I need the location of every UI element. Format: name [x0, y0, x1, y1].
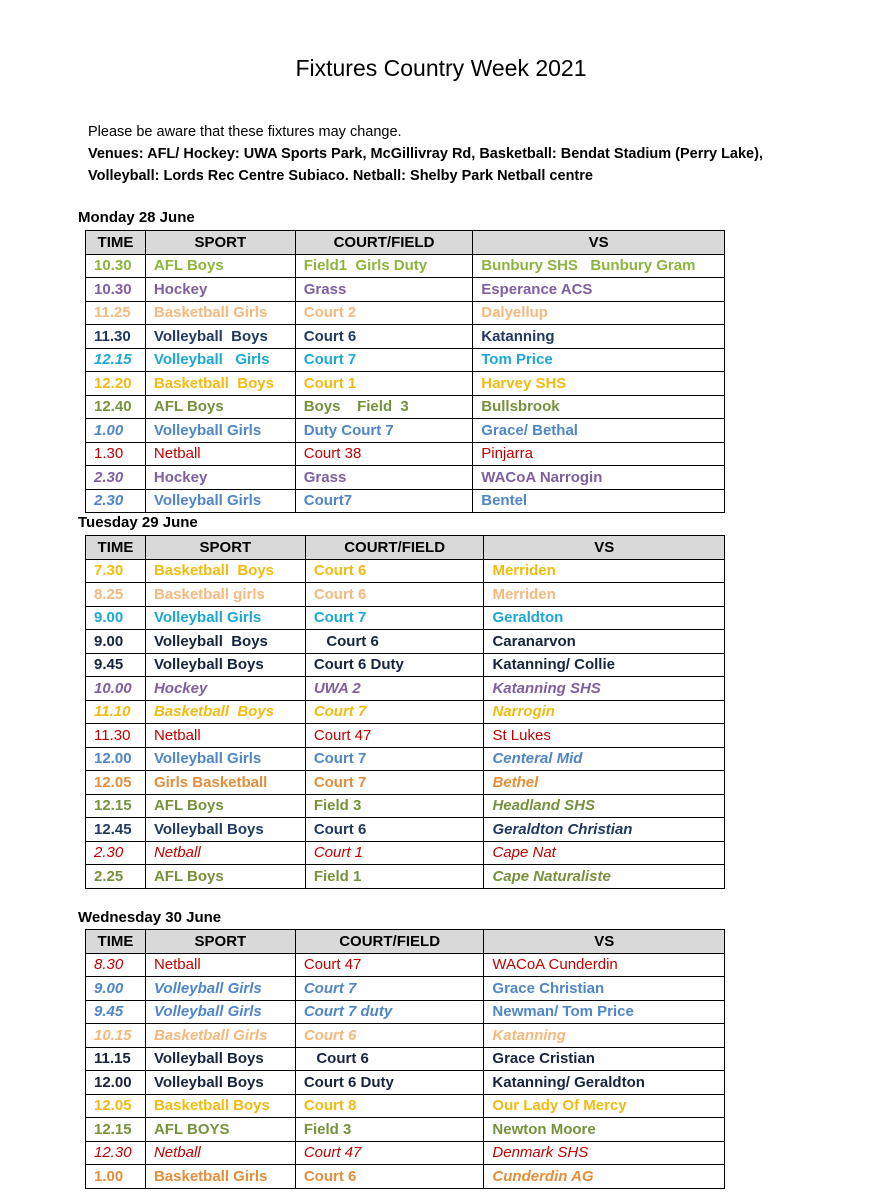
fixture-time: 9.45: [86, 653, 146, 677]
fixture-opponent: Dalyellup: [473, 301, 725, 325]
fixture-row: [86, 818, 725, 842]
header-row: [86, 231, 725, 255]
fixture-row: [86, 771, 725, 795]
fixture-row: [86, 841, 725, 865]
fixture-row: [86, 1118, 725, 1142]
fixture-sport: Basketball Boys: [145, 1094, 295, 1118]
fixture-opponent: Tom Price: [473, 348, 725, 372]
header-row: [86, 930, 725, 954]
fixture-time: 10.15: [86, 1024, 146, 1048]
fixture-row: [86, 1141, 725, 1165]
fixture-row: [86, 559, 725, 583]
fixture-time: 12.15: [86, 348, 146, 372]
venues-text-2: Volleyball: Lords Rec Centre Subiaco. Netball: Shelby Park Netball centre: [88, 168, 593, 184]
fixture-court: Court 1: [295, 372, 473, 396]
fixture-sport: Netball: [145, 841, 305, 865]
fixture-row: [86, 1094, 725, 1118]
fixture-court: Court 6: [295, 1165, 484, 1189]
fixture-court: Court 6: [295, 325, 473, 349]
fixture-opponent: Katanning/ Collie: [484, 653, 725, 677]
fixture-time: 2.30: [86, 841, 146, 865]
fixture-court: Grass: [295, 278, 473, 302]
fixture-opponent: St Lukes: [484, 724, 725, 748]
fixture-sport: Basketball Boys: [145, 372, 295, 396]
fixture-sport: Basketball Girls: [145, 1165, 295, 1189]
fixture-row: [86, 977, 725, 1001]
fixture-row: [86, 747, 725, 771]
fixture-time: 9.00: [86, 977, 146, 1001]
fixture-court: Court 6 Duty: [305, 653, 484, 677]
fixture-row: [86, 630, 725, 654]
fixture-opponent: Bullsbrook: [473, 395, 725, 419]
fixture-time: 11.15: [86, 1047, 146, 1071]
fixture-sport: Netball: [145, 953, 295, 977]
header-row: [86, 536, 725, 560]
fixture-row: [86, 254, 725, 278]
fixture-court: Court 7: [305, 771, 484, 795]
fixture-row: [86, 1071, 725, 1095]
fixture-sport: Basketball Boys: [145, 700, 305, 724]
fixture-court: Field 3: [305, 794, 484, 818]
fixture-sport: Volleyball Boys: [145, 653, 305, 677]
fixture-row: [86, 1047, 725, 1071]
fixture-time: 10.00: [86, 677, 146, 701]
fixture-time: 12.45: [86, 818, 146, 842]
fixture-opponent: Katanning/ Geraldton: [484, 1071, 725, 1095]
fixture-time: 2.30: [86, 489, 146, 513]
fixture-opponent: Esperance ACS: [473, 278, 725, 302]
fixture-opponent: Geraldton Christian: [484, 818, 725, 842]
fixtures-table-monday: [85, 230, 725, 513]
fixture-opponent: Caranarvon: [484, 630, 725, 654]
fixture-court: Court 47: [305, 724, 484, 748]
fixture-sport: Netball: [145, 724, 305, 748]
fixture-opponent: Centeral Mid: [484, 747, 725, 771]
fixture-sport: Volleyball Boys: [145, 630, 305, 654]
fixture-sport: Volleyball Girls: [145, 1000, 295, 1024]
fixture-time: 2.25: [86, 865, 146, 889]
fixture-time: 8.25: [86, 583, 146, 607]
fixture-time: 1.00: [86, 419, 146, 443]
fixture-row: [86, 724, 725, 748]
fixture-time: 12.05: [86, 1094, 146, 1118]
header-time: TIME: [86, 930, 146, 954]
fixture-court: Court 47: [295, 953, 484, 977]
fixture-row: [86, 348, 725, 372]
fixture-court: Field1 Girls Duty: [295, 254, 473, 278]
fixture-row: [86, 489, 725, 513]
fixture-court: Field 1: [305, 865, 484, 889]
fixture-sport: Volleyball Girls: [145, 606, 305, 630]
fixtures-table-tuesday: [85, 535, 725, 889]
fixture-row: [86, 677, 725, 701]
fixture-opponent: Katanning: [484, 1024, 725, 1048]
fixture-time: 12.30: [86, 1141, 146, 1165]
fixture-time: 2.30: [86, 466, 146, 490]
fixtures-table-wednesday: [85, 929, 725, 1189]
header-vs: VS: [473, 231, 725, 255]
fixture-row: [86, 953, 725, 977]
fixture-opponent: Bunbury SHS Bunbury Gram: [473, 254, 725, 278]
fixture-opponent: Newman/ Tom Price: [484, 1000, 725, 1024]
fixture-sport: Volleyball Girls: [145, 747, 305, 771]
header-sport: SPORT: [145, 536, 305, 560]
header-time: TIME: [86, 231, 146, 255]
fixture-court: Court7: [295, 489, 473, 513]
fixture-time: 12.15: [86, 794, 146, 818]
fixture-row: [86, 653, 725, 677]
fixture-time: 12.15: [86, 1118, 146, 1142]
fixture-time: 7.30: [86, 559, 146, 583]
fixture-row: [86, 1024, 725, 1048]
fixture-time: 10.30: [86, 278, 146, 302]
fixture-opponent: Bethel: [484, 771, 725, 795]
fixture-row: [86, 419, 725, 443]
fixture-sport: Girls Basketball: [145, 771, 305, 795]
venues-text: AFL/ Hockey: UWA Sports Park, McGillivray Rd, Basketball: Bendat Stadium (Perry Lake),: [143, 146, 763, 162]
header-court: COURT/FIELD: [295, 930, 484, 954]
fixture-sport: AFL BOYS: [145, 1118, 295, 1142]
fixture-court: Court 7: [305, 700, 484, 724]
fixture-sport: Volleyball Girls: [145, 348, 295, 372]
fixture-sport: AFL Boys: [145, 395, 295, 419]
fixture-opponent: Bentel: [473, 489, 725, 513]
fixture-opponent: Grace Christian: [484, 977, 725, 1001]
header-sport: SPORT: [145, 231, 295, 255]
fixture-row: [86, 442, 725, 466]
fixture-sport: Basketball Girls: [145, 301, 295, 325]
fixture-opponent: Katanning SHS: [484, 677, 725, 701]
fixture-court: Court 8: [295, 1094, 484, 1118]
fixture-opponent: Cape Nat: [484, 841, 725, 865]
fixture-court: Court 6: [305, 818, 484, 842]
day-heading-tuesday: Tuesday 29 June: [78, 514, 198, 531]
fixture-opponent: WACoA Narrogin: [473, 466, 725, 490]
page-title: Fixtures Country Week 2021: [295, 55, 587, 81]
fixture-court: Court 6: [305, 630, 484, 654]
fixture-opponent: Geraldton: [484, 606, 725, 630]
fixture-row: [86, 1000, 725, 1024]
fixture-opponent: Headland SHS: [484, 794, 725, 818]
fixture-time: 11.30: [86, 724, 146, 748]
fixture-time: 1.00: [86, 1165, 146, 1189]
fixture-sport: Netball: [145, 442, 295, 466]
fixture-sport: AFL Boys: [145, 254, 295, 278]
fixture-sport: Netball: [145, 1141, 295, 1165]
fixture-time: 12.00: [86, 1071, 146, 1095]
fixture-opponent: WACoA Cunderdin: [484, 953, 725, 977]
fixture-opponent: Cunderdin AG: [484, 1165, 725, 1189]
fixture-time: 11.25: [86, 301, 146, 325]
fixture-court: Court 6 Duty: [295, 1071, 484, 1095]
fixture-opponent: Merriden: [484, 559, 725, 583]
fixture-time: 12.00: [86, 747, 146, 771]
fixture-time: 9.00: [86, 606, 146, 630]
fixture-court: Court 6: [295, 1047, 484, 1071]
fixture-court: Duty Court 7: [295, 419, 473, 443]
fixture-row: [86, 325, 725, 349]
fixture-row: [86, 865, 725, 889]
header-vs: VS: [484, 536, 725, 560]
fixture-time: 1.30: [86, 442, 146, 466]
fixture-sport: Volleyball Boys: [145, 325, 295, 349]
fixture-sport: Basketball Girls: [145, 1024, 295, 1048]
fixture-sport: AFL Boys: [145, 865, 305, 889]
fixture-opponent: Pinjarra: [473, 442, 725, 466]
fixture-court: Court 7: [295, 977, 484, 1001]
fixture-sport: Volleyball Boys: [145, 1047, 295, 1071]
fixture-row: [86, 700, 725, 724]
header-court: COURT/FIELD: [305, 536, 484, 560]
fixture-court: Boys Field 3: [295, 395, 473, 419]
fixture-sport: Volleyball Boys: [145, 818, 305, 842]
fixture-row: [86, 1165, 725, 1189]
header-vs: VS: [484, 930, 725, 954]
fixture-opponent: Harvey SHS: [473, 372, 725, 396]
fixture-court: Court 7: [295, 348, 473, 372]
fixture-court: Court 6: [305, 583, 484, 607]
fixture-sport: Hockey: [145, 677, 305, 701]
fixture-court: Field 3: [295, 1118, 484, 1142]
fixture-row: [86, 395, 725, 419]
fixture-time: 12.05: [86, 771, 146, 795]
notice: [88, 121, 763, 187]
header-court: COURT/FIELD: [295, 231, 473, 255]
fixture-sport: Hockey: [145, 278, 295, 302]
fixture-row: [86, 583, 725, 607]
fixture-time: 11.10: [86, 700, 146, 724]
fixture-sport: Basketball Boys: [145, 559, 305, 583]
fixture-court: Court 7 duty: [295, 1000, 484, 1024]
fixture-time: 9.45: [86, 1000, 146, 1024]
day-heading-wednesday: Wednesday 30 June: [78, 909, 222, 926]
fixture-time: 9.00: [86, 630, 146, 654]
fixture-court: Court 7: [305, 747, 484, 771]
fixture-court: Court 47: [295, 1141, 484, 1165]
fixture-opponent: Denmark SHS: [484, 1141, 725, 1165]
notice-line-3: [88, 165, 763, 187]
fixture-row: [86, 278, 725, 302]
fixture-court: UWA 2: [305, 677, 484, 701]
fixture-opponent: Katanning: [473, 325, 725, 349]
fixture-opponent: Grace Cristian: [484, 1047, 725, 1071]
fixture-sport: Volleyball Girls: [145, 419, 295, 443]
header-sport: SPORT: [145, 930, 295, 954]
fixture-opponent: Our Lady Of Mercy: [484, 1094, 725, 1118]
fixture-opponent: Grace/ Bethal: [473, 419, 725, 443]
fixture-court: Court 2: [295, 301, 473, 325]
fixture-court: Court 7: [305, 606, 484, 630]
fixture-court: Court 6: [305, 559, 484, 583]
fixture-court: Court 6: [295, 1024, 484, 1048]
fixture-court: Court 38: [295, 442, 473, 466]
fixture-sport: Hockey: [145, 466, 295, 490]
fixture-row: [86, 794, 725, 818]
header-time: TIME: [86, 536, 146, 560]
fixture-row: [86, 372, 725, 396]
fixture-time: 12.20: [86, 372, 146, 396]
fixture-row: [86, 466, 725, 490]
fixture-sport: Volleyball Girls: [145, 489, 295, 513]
fixture-opponent: Cape Naturaliste: [484, 865, 725, 889]
fixture-opponent: Merriden: [484, 583, 725, 607]
fixture-opponent: Newton Moore: [484, 1118, 725, 1142]
fixture-opponent: Narrogin: [484, 700, 725, 724]
fixture-time: 10.30: [86, 254, 146, 278]
fixture-row: [86, 301, 725, 325]
notice-line-1: Please be aware that these fixtures may change.: [88, 124, 402, 140]
fixture-sport: Basketball girls: [145, 583, 305, 607]
fixture-sport: AFL Boys: [145, 794, 305, 818]
venues-label: Venues:: [88, 146, 144, 162]
day-heading-monday: Monday 28 June: [78, 209, 195, 226]
notice-line-2: [88, 143, 763, 165]
fixture-court: Court 1: [305, 841, 484, 865]
fixture-row: [86, 606, 725, 630]
fixture-time: 12.40: [86, 395, 146, 419]
fixture-sport: Volleyball Boys: [145, 1071, 295, 1095]
fixture-sport: Volleyball Girls: [145, 977, 295, 1001]
fixture-court: Grass: [295, 466, 473, 490]
fixture-time: 8.30: [86, 953, 146, 977]
fixture-time: 11.30: [86, 325, 146, 349]
